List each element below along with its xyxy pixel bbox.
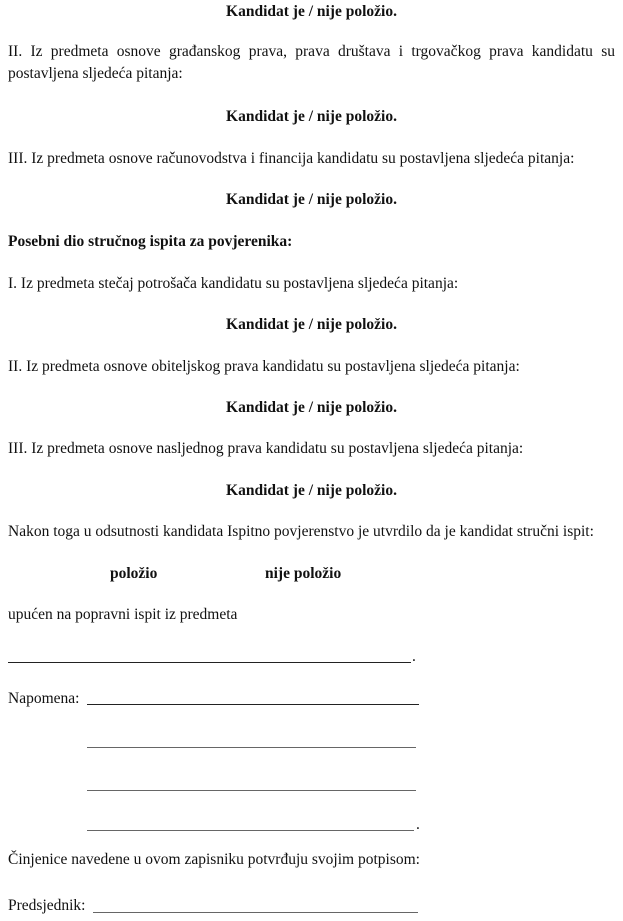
general-item-2-line1: II. Iz predmeta osnove građanskog prava, prava društava i trgovačkog prava kandidatu su (8, 43, 615, 60)
president-label: Predsjednik: (8, 897, 86, 914)
retake-text: upućen na popravni ispit iz predmeta (8, 606, 238, 623)
note-line[interactable] (87, 790, 416, 791)
result-line: Kandidat je / nije položio. (226, 399, 397, 416)
note-line[interactable] (87, 747, 416, 748)
note-line[interactable] (87, 704, 419, 705)
president-signature-line[interactable] (93, 912, 418, 913)
general-item-3: III. Iz predmeta osnove računovodstva i financija kandidatu su postavljena sljedeća pitanja: (8, 150, 575, 167)
special-section-heading: Posebni dio stručnog ispita za povjerenika: (8, 233, 293, 250)
result-line: Kandidat je / nije položio. (226, 3, 397, 20)
note-line[interactable] (87, 830, 414, 831)
special-item-1: I. Iz predmeta stečaj potrošača kandidatu su postavljena sljedeća pitanja: (8, 275, 459, 292)
general-item-2-line2: postavljena sljedeća pitanja: (8, 65, 183, 82)
conclusion-text: Nakon toga u odsutnosti kandidata Ispitno povjerenstvo je utvrdilo da je kandidat stručni ispit: (8, 523, 594, 540)
special-item-2: II. Iz predmeta osnove obiteljskog prava kandidatu su postavljena sljedeća pitanja: (8, 358, 520, 375)
result-line: Kandidat je / nije položio. (226, 482, 397, 499)
special-item-3: III. Iz predmeta osnove nasljednog prava kandidatu su postavljena sljedeća pitanja: (8, 440, 524, 457)
retake-subject-line[interactable] (8, 662, 411, 663)
result-line: Kandidat je / nije položio. (226, 108, 397, 125)
option-failed: nije položio (265, 565, 342, 582)
confirmation-text: Činjenice navedene u ovom zapisniku potvrđuju svojim potpisom: (8, 851, 420, 868)
period: . (412, 648, 416, 665)
period: . (416, 816, 420, 833)
result-line: Kandidat je / nije položio. (226, 316, 397, 333)
result-line: Kandidat je / nije položio. (226, 191, 397, 208)
option-passed: položio (110, 565, 158, 582)
note-label: Napomena: (8, 690, 80, 707)
